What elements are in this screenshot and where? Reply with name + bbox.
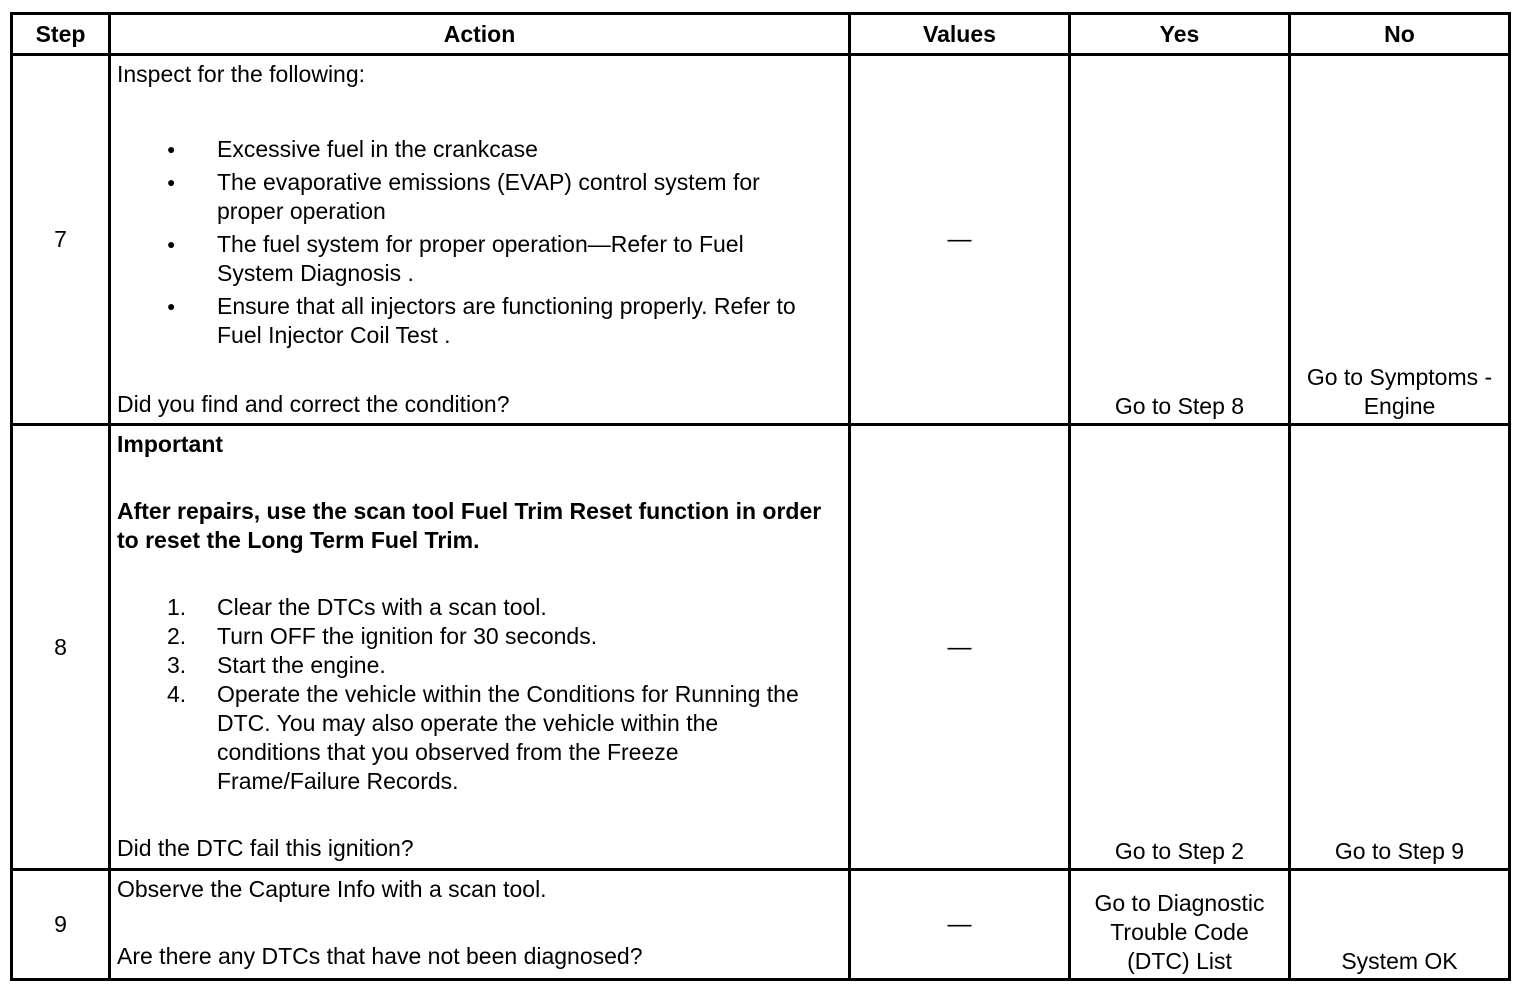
- action-cell: [110, 870, 850, 980]
- list-number: 2.: [167, 623, 187, 649]
- list-text: Operate the vehicle within the Conditions for Running the DTC. You may also operate the vehicle within the conditions that you observed from the Freeze Frame/Failure Records.: [217, 681, 799, 794]
- important-label: Important: [117, 431, 224, 457]
- list-text: Start the engine.: [217, 652, 386, 678]
- diagnostic-table: [10, 12, 1511, 981]
- table-row-step-8: [12, 425, 1510, 870]
- header-yes: Yes: [1070, 14, 1290, 55]
- procedure-list: [117, 593, 842, 796]
- step-number: 7: [12, 55, 110, 425]
- action-intro: Inspect for the following:: [117, 61, 366, 87]
- list-item: [117, 622, 818, 651]
- values-cell: —: [850, 870, 1070, 980]
- yes-link[interactable]: Go to Step 8: [1070, 55, 1290, 425]
- yes-link[interactable]: Go to Diagnostic Trouble Code (DTC) List: [1070, 870, 1290, 980]
- list-item: [117, 651, 818, 680]
- step-number: 9: [12, 870, 110, 980]
- action-cell: [110, 55, 850, 425]
- header-row: [12, 14, 1510, 55]
- no-link[interactable]: Go to Step 9: [1290, 425, 1510, 870]
- header-action: Action: [110, 14, 850, 55]
- inspection-list: [117, 135, 842, 350]
- table-row-step-7: [12, 55, 1510, 425]
- step-number: 8: [12, 425, 110, 870]
- action-intro: Observe the Capture Info with a scan tool.: [117, 876, 547, 902]
- no-link[interactable]: Go to Symptoms - Engine: [1290, 55, 1510, 425]
- list-item: ● Excessive fuel in the crankcase: [117, 135, 822, 164]
- values-cell: —: [850, 425, 1070, 870]
- list-number: 3.: [167, 652, 187, 678]
- list-text: Turn OFF the ignition for 30 seconds.: [217, 623, 598, 649]
- list-number: 4.: [167, 681, 187, 707]
- list-text: Clear the DTCs with a scan tool.: [217, 594, 547, 620]
- list-item: ● The fuel system for proper operation—Refer to Fuel System Diagnosis .: [117, 230, 822, 288]
- list-item: ● The evaporative emissions (EVAP) control system for proper operation: [117, 168, 822, 226]
- list-number: 1.: [167, 594, 187, 620]
- action-question: Did you find and correct the condition?: [117, 391, 510, 417]
- action-question: Did the DTC fail this ignition?: [117, 835, 414, 861]
- header-step: Step: [12, 14, 110, 55]
- list-item: [117, 680, 818, 796]
- table-row-step-9: [12, 870, 1510, 980]
- list-item: ● Ensure that all injectors are functioning properly. Refer to Fuel Injector Coil Test .: [117, 292, 822, 350]
- values-cell: —: [850, 55, 1070, 425]
- list-item: [117, 593, 818, 622]
- action-question: Are there any DTCs that have not been diagnosed?: [117, 943, 643, 969]
- no-link[interactable]: System OK: [1290, 870, 1510, 980]
- header-values: Values: [850, 14, 1070, 55]
- header-no: No: [1290, 14, 1510, 55]
- important-text: After repairs, use the scan tool Fuel Trim Reset function in order to reset the Long Term Fuel Trim.: [117, 498, 822, 553]
- yes-link[interactable]: Go to Step 2: [1070, 425, 1290, 870]
- action-cell: [110, 425, 850, 870]
